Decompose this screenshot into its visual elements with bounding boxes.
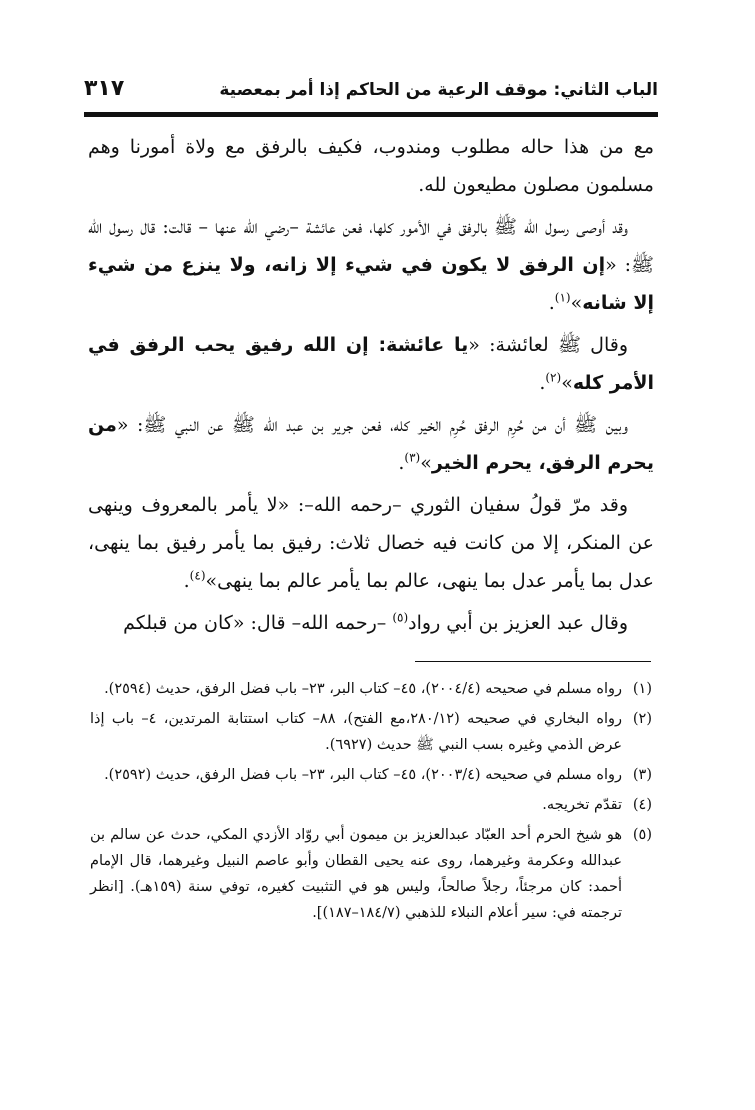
page-number: ٣١٧ [84,76,125,101]
chapter-title: الباب الثاني: موقف الرعية من الحاكم إذا أمر بمعصية [219,80,658,100]
footnote-ref-1[interactable]: (١) [554,290,571,305]
footnote-number: (٤) [632,797,652,813]
footnote-separator [415,661,651,662]
period-4: . [183,570,190,592]
paragraph-3-intro: وقال ﷺ لعائشة: « [468,334,628,356]
footnote-item [90,706,652,758]
paragraph-6 [88,604,654,642]
paragraph-6-end: –رحمه الله– قال: «كان من قبلكم [123,612,393,634]
footnote-text: رواه مسلم في صحيحه (٢٠٠٤/٤)، ٤٥– كتاب البر، ٢٣– باب فضل الرفق، حديث (٢٥٩٤). [104,681,622,697]
footnote-ref-5[interactable]: (٥) [392,610,409,625]
footnote-text: هو شيخ الحرم أحد العبّاد عبدالعزيز بن ميمون أبي روّاد الأزدي المكي، حدث عن سالم بن عبدالله وعكرمة وغيرهما، روى عنه يحيى القطان وأبو عاصم النبيل وغيرهما، قال الإمام أحمد: كان مرجئاً، رجلاً صالحاً، وليس هو في التثبيت كغيره، توفي سنة (١٥٩هـ). [انظر ترجمته في: سير أعلام النبلاء للذهبي (١٨٤/٧–١٨٧)]. [90,827,622,921]
paragraph-2-intro: وقد أوصى رسول الله ﷺ بالرفق في الأمور كلها، فعن عائشة –رضي الله عنها – قالت: قال رسول الله ﷺ: « [88,216,654,276]
footnote-ref-4[interactable]: (٤) [189,568,206,583]
period-2: . [539,372,546,394]
quote-close-3: » [420,452,432,474]
paragraph-4-intro: وبين ﷺ أن من حُرِم الرفق حُرِم الخير كله، فعن جرير بن عبد الله ﷺ عن النبي ﷺ: « [116,414,628,436]
paragraph-6-start: وقال عبد العزيز بن أبي رواد [408,612,628,634]
footnote-number: (٥) [632,827,652,843]
paragraph-5 [88,486,654,600]
paragraph-2 [88,208,654,322]
paragraph-3 [88,326,654,402]
hadith-quote-2: يا عائشة: إن الله رفيق يحب الرفق في الأمر كله [88,334,654,394]
paragraph-5-text: وقد مرّ قولُ سفيان الثوري –رحمه الله–: «لا يأمر بالمعروف وينهى عن المنكر، إلا من كانت فيه خصال ثلاث: رفيق بما يأمر رفيق بما ينهى، عدل بما يأمر عدل بما ينهى، عالم بما يأمر عالم بما ينهى» [88,494,654,592]
footnote-number: (١) [632,681,652,697]
hadith-quote-1: إن الرفق لا يكون في شيء إلا زانه، ولا ينزع من شيء إلا شانه [88,254,654,314]
period-3: . [398,452,405,474]
footnote-ref-2[interactable]: (٢) [545,370,562,385]
footnote-item [90,822,652,926]
period-1: . [548,292,555,314]
page-header [84,70,658,110]
header-rule [84,112,658,117]
footnote-text: رواه مسلم في صحيحه (٢٠٠٣/٤)، ٤٥– كتاب البر، ٢٣– باب فضل الرفق، حديث (٢٥٩٢). [104,767,622,783]
footnote-text: رواه البخاري في صحيحه (٢٨٠/١٢،مع الفتح)، ٨٨– كتاب استتابة المرتدين، ٤– باب إذا عرض الذمي وغيره بسب النبي ﷺ حديث (٦٩٢٧). [90,711,623,753]
quote-close-1: » [570,292,583,314]
footnote-ref-3[interactable]: (٣) [404,450,421,465]
paragraph-1: مع من هذا حاله مطلوب ومندوب، فكيف بالرفق مع ولاة أمورنا وهم مسلمون مصلون مطيعون لله. [88,136,654,196]
footnotes-section [90,676,652,930]
quote-close-2: » [561,372,573,394]
main-text [88,128,654,646]
footnote-text: تقدّم تخريجه. [542,797,622,813]
footnote-item [90,762,652,788]
footnote-number: (٢) [632,711,652,727]
hadith-quote-3: من يحرم الرفق، يحرم الخير [88,414,654,474]
paragraph-4 [88,406,654,482]
footnote-item [90,792,652,818]
footnote-item [90,676,652,702]
footnote-number: (٣) [632,767,652,783]
